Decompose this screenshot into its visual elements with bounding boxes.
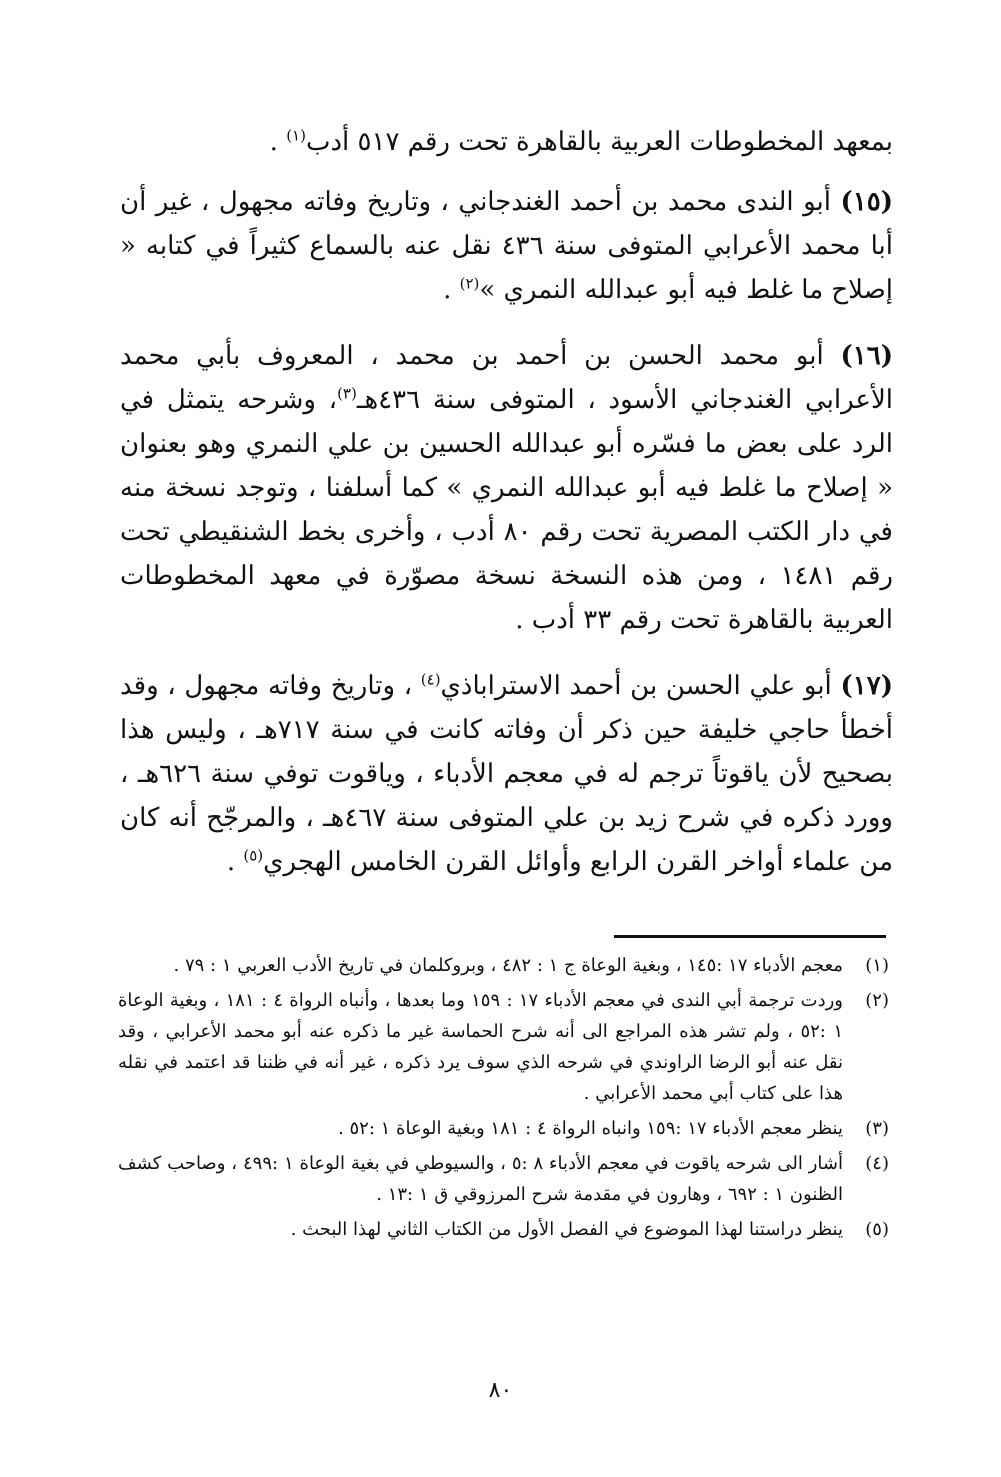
entry-17 (120, 664, 893, 884)
continuation-end: . (269, 127, 287, 157)
footnote-text: معجم الأدباء ١٧ :١٤٥ ، وبغية الوعاة ج ١ : ٤٨٢ ، وبروكلمان في تاريخ الأدب العربي ١ : ٧٩ . (173, 955, 843, 976)
footnote-3 (118, 1113, 889, 1144)
footnote-number: (٣) (865, 1118, 889, 1139)
footnote-number: (٢) (865, 990, 889, 1011)
footnote-ref-5: (٥) (243, 846, 264, 865)
footnote-ref-2: (٢) (459, 274, 480, 293)
entry-15-number: (١٥) (840, 187, 893, 217)
page-number: ٨٠ (488, 1378, 513, 1403)
footnote-ref-3: (٣) (337, 384, 357, 403)
footnote-4 (118, 1148, 889, 1210)
footnote-number: (٥) (865, 1219, 889, 1240)
footnote-5 (118, 1214, 889, 1245)
main-text (120, 120, 893, 906)
footnote-ref-1: (١) (286, 126, 306, 145)
entry-16 (120, 334, 893, 642)
entry-15-end: . (443, 275, 460, 305)
footnote-number: (١) (865, 955, 889, 976)
entry-17-text-a: أبو علي الحسن بن أحمد الاستراباذي (440, 671, 841, 701)
entry-16-text-a: أبو محمد الحسن بن أحمد بن محمد ، المعروف بأبي محمد الأعرابي الغندجاني الأسود ، المتوفى سنة ٤٣٦هـ (120, 341, 893, 415)
footnote-ref-4: (٤) (420, 670, 441, 689)
footnotes (118, 950, 889, 1249)
footnote-text: أشار الى شرحه ياقوت في معجم الأدباء ٨ :٥ ، والسيوطي في بغية الوعاة ١ :٤٩٩ ، وصاحب كشف الظنون ١ : ٦٩٢ ، وهارون في مقدمة شرح المرزوقي ق ١ :١٣ . (118, 1153, 843, 1205)
entry-15 (120, 180, 893, 312)
footnote-number: (٤) (865, 1153, 889, 1174)
footnote-text: وردت ترجمة أبي الندى في معجم الأدباء ١٧ : ١٥٩ وما بعدها ، وأنباه الرواة ٤ : ١٨١ ، وبغية الوعاة ١ :٥٢ ، ولم تشر هذه المراجع الى أنه شرح الحماسة غير ما ذكره عنه أبو محمد الأعرابي ، وقد نقل عنه أبو الرضا الراوندي في شرحه الذي سوف يرد ذكره ، غير أنه في ظننا قد اعتمد في نقله هذا على كتاب أبي محمد الأعرابي . (118, 990, 843, 1104)
entry-17-number: (١٧) (840, 671, 894, 701)
entry-17-text-b: ، وتاريخ وفاته مجهول ، وقد أخطأ حاجي خليفة حين ذكر أن وفاته كانت في سنة ٧١٧هـ ، وليس هذا بصحيح لأن ياقوتاً ترجم له في معجم الأدباء ، وياقوت توفي سنة ٦٢٦هـ ، وورد ذكره في شرح زيد بن علي المتوفى سنة ٤٦٧هـ ، والمرجّح أنه كان من علماء أواخر القرن الرابع وأوائل القرن الخامس الهجري (120, 671, 893, 877)
footnote-separator (614, 935, 886, 938)
footnote-2 (118, 985, 889, 1109)
continuation-text: بمعهد المخطوطات العربية بالقاهرة تحت رقم ٥١٧ أدب (305, 127, 893, 157)
entry-15-text: أبو الندى محمد بن أحمد الغندجاني ، وتاريخ وفاته مجهول ، غير أن أبا محمد الأعرابي المتوفى سنة ٤٣٦ نقل عنه بالسماع كثيراً في كتابه « إصلاح ما غلط فيه أبو عبدالله النمري » (120, 187, 893, 305)
entry-16-text-b: ، وشرحه يتمثل في الرد على بعض ما فسّره أبو عبدالله الحسين بن علي النمري وهو بعنوان « إصلاح ما غلط فيه أبو عبدالله النمري » كما أسلفنا ، وتوجد نسخة منه في دار الكتب المصرية تحت رقم ٨٠ أدب ، وأخرى بخط الشنقيطي تحت رقم ١٤٨١ ، ومن هذه النسخة نسخة مصوّرة في معهد المخطوطات العربية بالقاهرة تحت رقم ٣٣ أدب . (120, 385, 893, 635)
footnote-text: ينظر معجم الأدباء ١٧ :١٥٩ وانباه الرواة ٤ : ١٨١ وبغية الوعاة ١ :٥٢ . (338, 1118, 843, 1139)
footnote-text: ينظر دراستنا لهذا الموضوع في الفصل الأول من الكتاب الثاني لهذا البحث . (290, 1219, 843, 1240)
entry-16-number: (١٦) (840, 341, 893, 371)
entry-17-end: . (226, 847, 244, 877)
footnote-1 (118, 950, 889, 981)
paragraph-continuation (120, 120, 893, 164)
